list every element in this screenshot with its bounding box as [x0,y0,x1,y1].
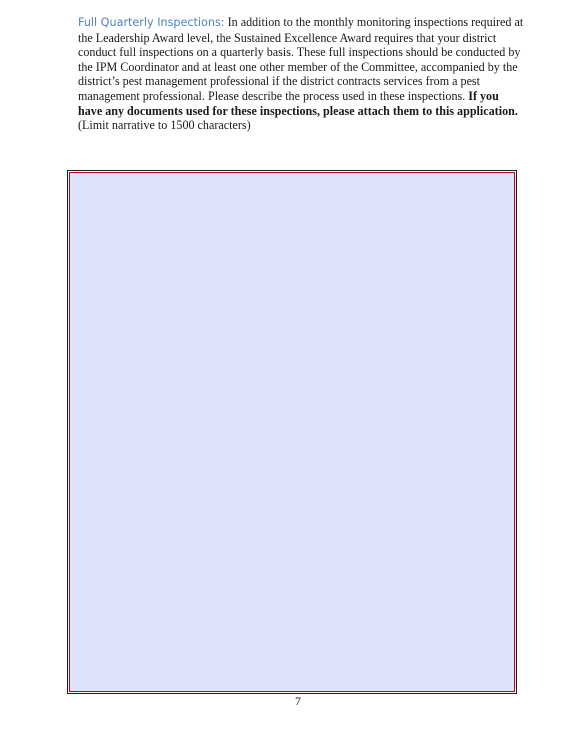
response-field-frame [67,170,517,694]
section-instructions [78,15,524,133]
character-limit-note: (Limit narrative to 1500 characters) [78,118,251,133]
attachment-request-text: If you have any documents used for these inspections, please attach them to this application. [78,88,518,118]
section-body-text: In addition to the monthly monitoring inspections required at the Leadership Award level, the Sustained Excellence Award requires that your district conduct full inspections on a quarterly basis. These full inspections should be conducted by the IPM Coordinator and at least one other member of the Committee, accompanied by the district’s pest management professional if the district contracts services from a pest management professional. Please describe the process used in these inspections. [78,15,524,103]
page-number: 7 [295,694,301,708]
narrative-response-field[interactable] [69,172,515,692]
section-heading: Full Quarterly Inspections: [78,16,225,29]
